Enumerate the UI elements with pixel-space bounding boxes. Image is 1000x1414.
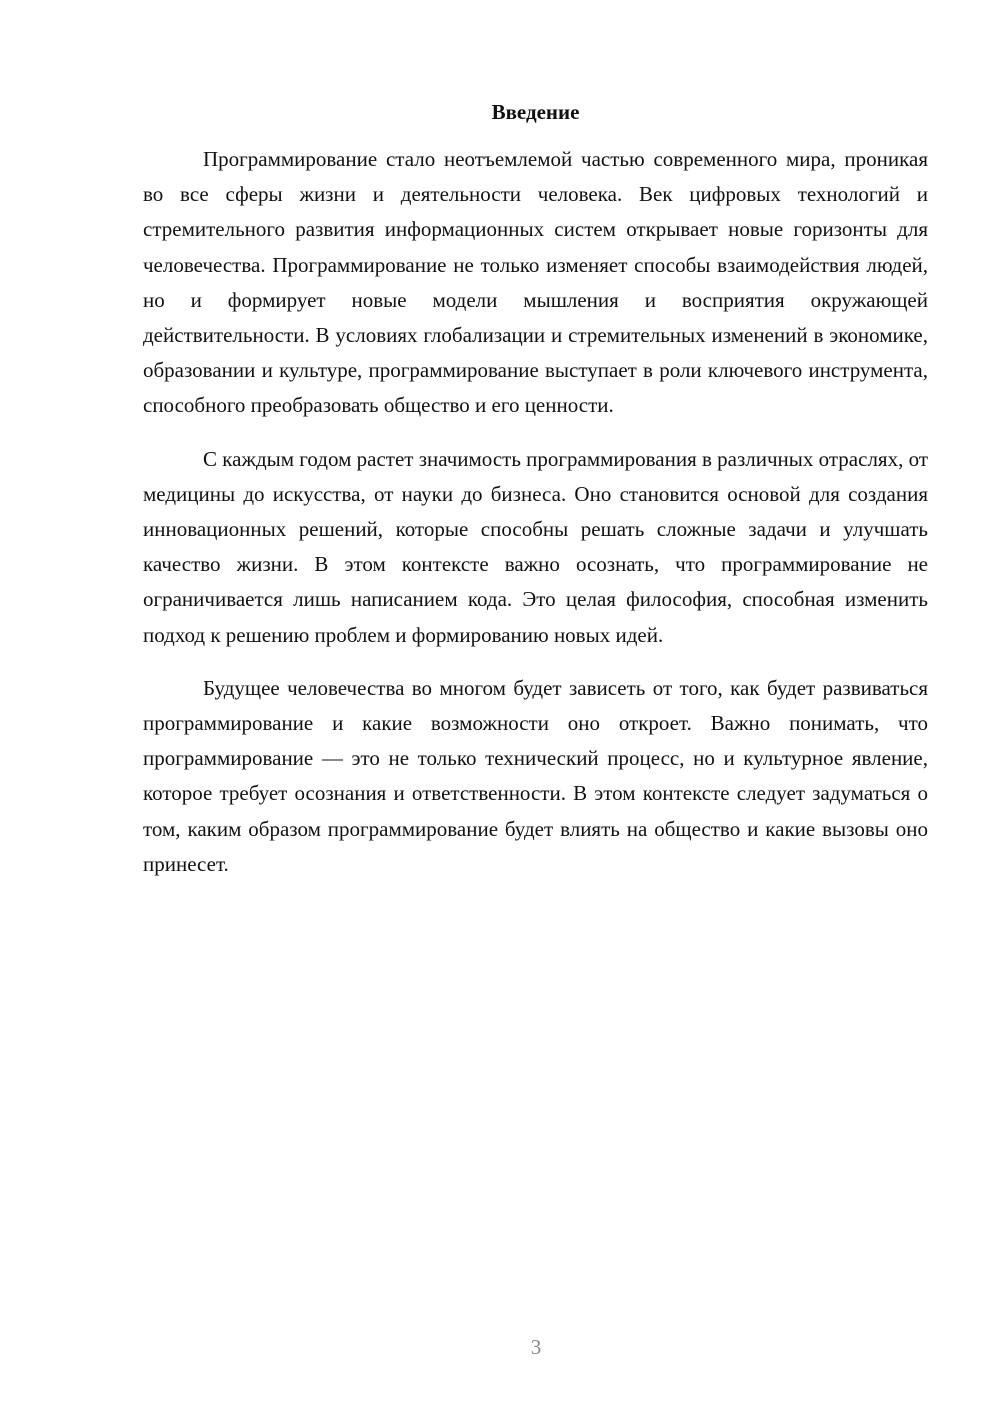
paragraph-3: Будущее человечества во многом будет зависеть от того, как будет развиваться программирование и какие возможности оно откроет. Важно понимать, что программирование — это не только технический процесс, но и культурное явление, которое требует осознания и ответственности. В этом контексте следует задуматься о том, каким образом программирование будет влиять на общество и какие вызовы оно принесет. [143,675,928,876]
paragraph-2: С каждым годом растет значимость программирования в различных отраслях, от медицины до искусства, от науки до бизнеса. Оно становится основой для создания инновационных решений, которые способны решать сложные задачи и улучшать качество жизни. В этом контексте важно осознать, что программирование не ограничивается лишь написанием кода. Это целая философия, способная изменить подход к решению проблем и формированию новых идей. [143,446,928,647]
body-text [143,142,928,900]
paragraph-1: Программирование стало неотъемлемой частью современного мира, проникая во все сферы жизни и деятельности человека. Век цифровых технологий и стремительного развития информационных систем открывает новые горизонты для человечества. Программирование не только изменяет способы взаимодействия людей, но и формирует новые модели мышления и восприятия окружающей действительности. В условиях глобализации и стремительных изменений в экономике, образовании и культуре, программирование выступает в роли ключевого инструмента, способного преобразовать общество и его ценности. [143,147,928,418]
page-title: Введение [491,100,580,124]
page-number: 3 [530,1335,542,1359]
